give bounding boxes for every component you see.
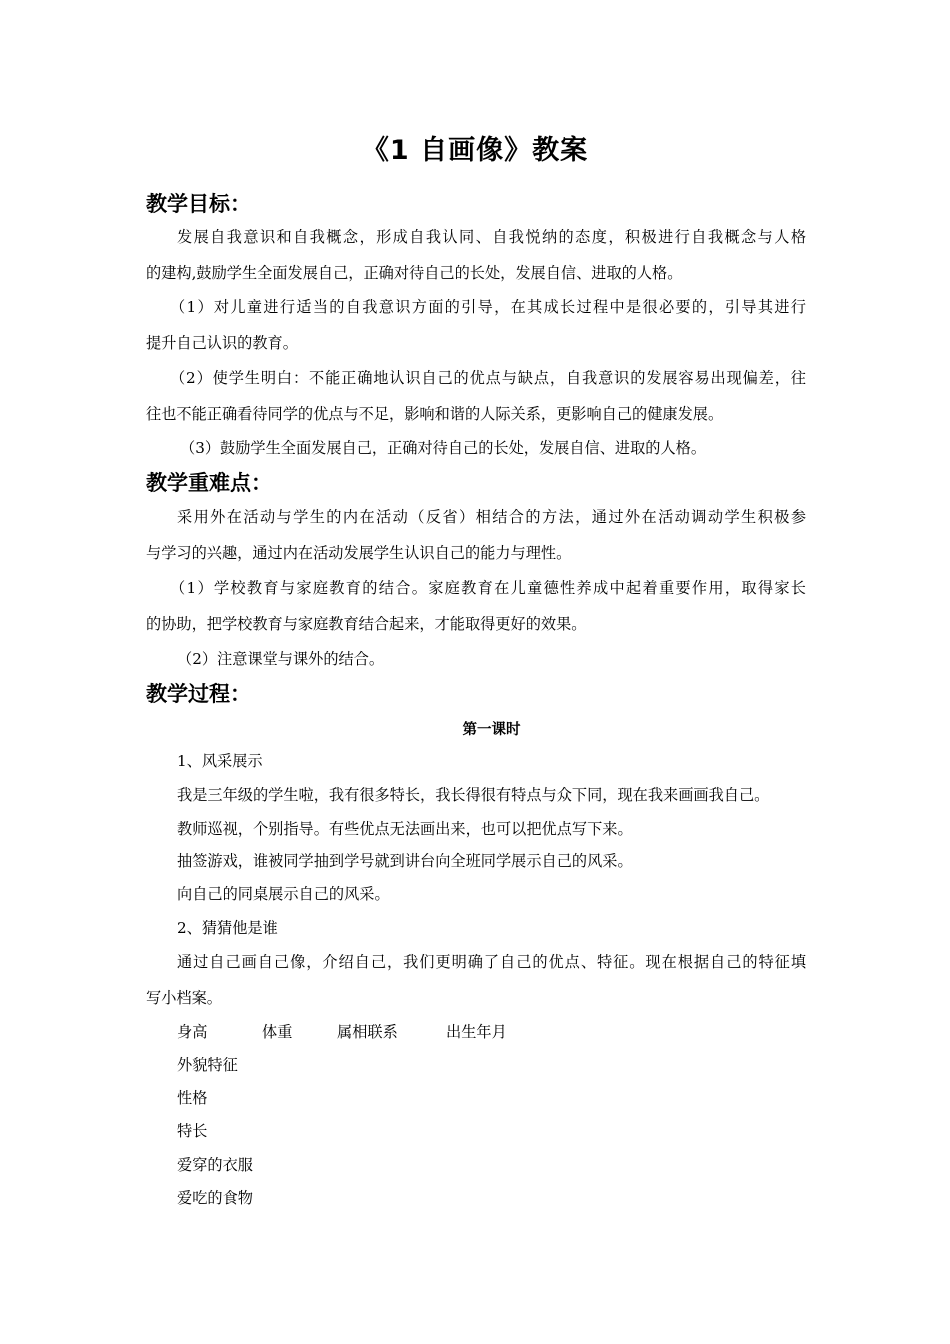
paragraph-line: 与学习的兴趣，通过内在活动发展学生认识自己的能力与理性。 [146, 544, 572, 562]
paragraph-line: 发展自我意识和自我概念，形成自我认同、自我悦纳的态度，积极进行自我概念与人格 [177, 228, 806, 246]
paragraph-line: 的建构,鼓励学生全面发展自己，正确对待自己的长处，发展自信、进取的人格。 [146, 264, 683, 282]
paragraph-line: 的协助，把学校教育与家庭教育结合起来，才能取得更好的效果。 [146, 615, 587, 633]
step-heading: 1、风采展示 [177, 752, 263, 770]
profile-field-label: 出生年月 [446, 1023, 507, 1041]
paragraph-line: 写小档案。 [146, 989, 222, 1007]
paragraph-line: （2）注意课堂与课外的结合。 [177, 650, 385, 668]
paragraph-line: 教师巡视，个别指导。有些优点无法画出来，也可以把优点写下来。 [177, 820, 633, 838]
paragraph-line: 抽签游戏，谁被同学抽到学号就到讲台向全班同学展示自己的风采。 [177, 852, 633, 870]
paragraph-line: 我是三年级的学生啦，我有很多特长，我长得很有特点与众下同，现在我来画画我自己。 [177, 786, 770, 804]
lesson-title: 第一课时 [462, 722, 521, 738]
profile-item: 爱穿的衣服 [177, 1156, 253, 1174]
paragraph-line: （2）使学生明白：不能正确地认识自己的优点与缺点，自我意识的发展容易出现偏差，往 [170, 369, 806, 387]
section-heading-process: 教学过程： [146, 682, 251, 706]
profile-field-label: 属相联系 [337, 1023, 398, 1041]
paragraph-line: 采用外在活动与学生的内在活动（反省）相结合的方法，通过外在活动调动学生积极参 [177, 508, 806, 526]
paragraph-line: （3）鼓励学生全面发展自己，正确对待自己的长处，发展自信、进取的人格。 [180, 439, 707, 457]
paragraph-line: （1）对儿童进行适当的自我意识方面的引导，在其成长过程中是很必要的，引导其进行 [170, 298, 806, 316]
paragraph-line: 往也不能正确看待同学的优点与不足，影响和谐的人际关系，更影响自己的健康发展。 [146, 405, 724, 423]
profile-field-label: 体重 [262, 1023, 293, 1041]
profile-item: 性格 [177, 1089, 208, 1107]
section-heading-goals: 教学目标： [146, 192, 251, 216]
paragraph-line: 提升自己认识的教育。 [146, 334, 298, 352]
document-title: 《1 自画像》教案 [361, 135, 589, 166]
profile-item: 特长 [177, 1122, 208, 1140]
profile-field-label: 身高 [177, 1023, 208, 1041]
profile-item: 外貌特征 [177, 1056, 238, 1074]
section-heading-key-points: 教学重难点： [146, 471, 272, 495]
paragraph-line: 向自己的同桌展示自己的风采。 [177, 885, 390, 903]
paragraph-line: （1）学校教育与家庭教育的结合。家庭教育在儿童德性养成中起着重要作用，取得家长 [170, 579, 806, 597]
profile-item: 爱吃的食物 [177, 1189, 253, 1207]
paragraph-line: 通过自己画自己像，介绍自己，我们更明确了自己的优点、特征。现在根据自己的特征填 [177, 953, 806, 971]
step-heading: 2、猜猜他是谁 [177, 919, 278, 937]
